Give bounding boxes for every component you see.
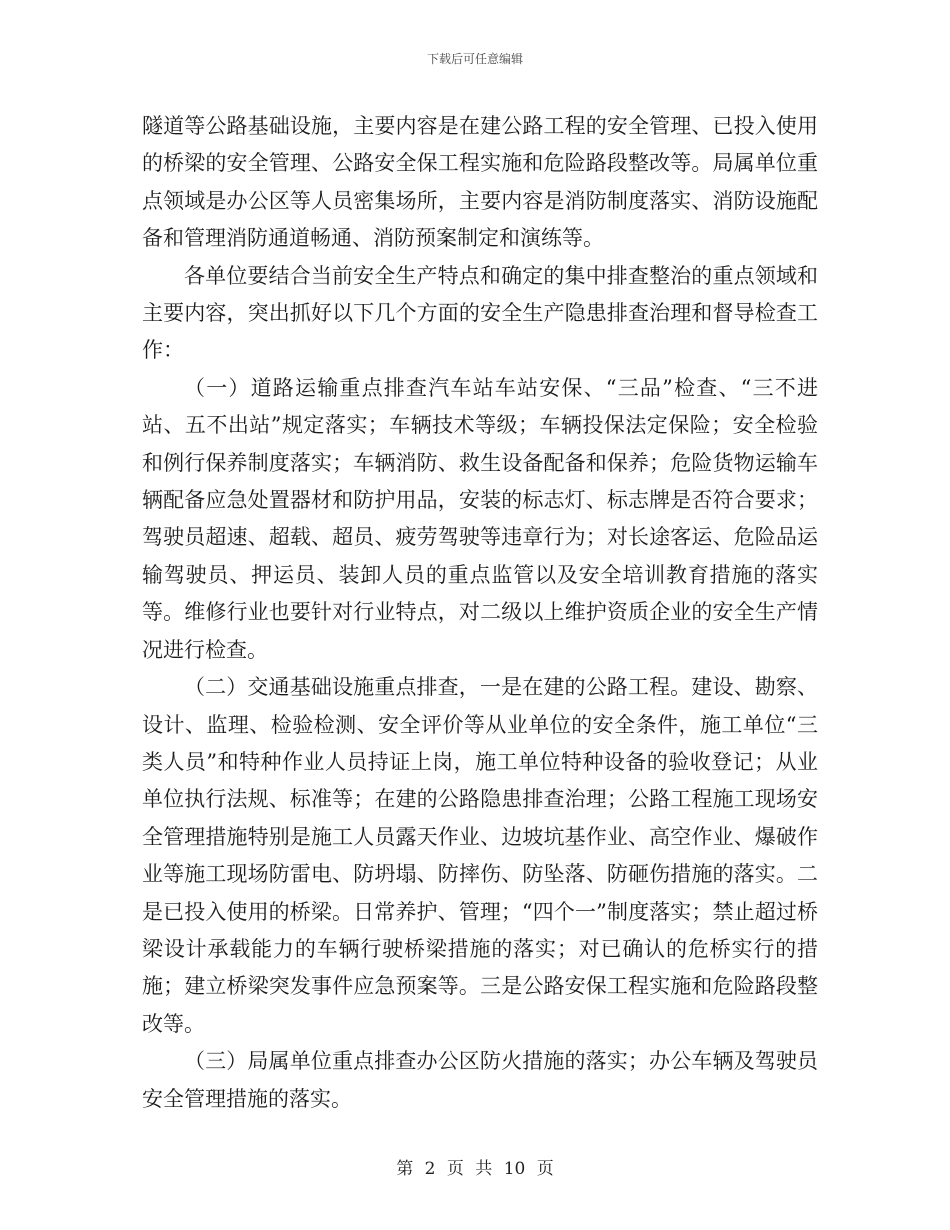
document-body [142,108,818,1118]
paragraph-intro: 各单位要结合当前安全生产特点和确定的集中排查整治的重点领域和主要内容，突出抓好以下几个方面的安全生产隐患排查治理和督导检查工作： [142,263,818,363]
page-header: 下载后可任意编辑 [426,52,523,66]
paragraph-item-3-bureau-units: （三）局属单位重点排查办公区防火措施的落实；办公车辆及驾驶员安全管理措施的落实。 [142,1049,818,1111]
page-number-footer: 第 2 页 共 10 页 [396,1159,554,1179]
paragraph-item-2-infrastructure: （二）交通基础设施重点排查，一是在建的公路工程。建设、勘察、设计、监理、检验检测、安全评价等从业单位的安全条件，施工单位“三类人员”和特种作业人员持证上岗，施工单位特种设备的验收登记；从业单位执行法规、标准等；在建的公路隐患排查治理；公路工程施工现场安全管理措施特别是施工人员露天作业、边坡坑基作业、高空作业、爆破作业等施工现场防雷电、防坍塌、防摔伤、防坠落、防砸伤措施的落实。二是已投入使用的桥梁。日常养护、管理；“四个一”制度落实；禁止超过桥梁设计承载能力的车辆行驶桥梁措施的落实；对已确认的危桥实行的措施；建立桥梁突发事件应急预案等。三是公路安保工程实施和危险路段整改等。 [142,675,818,1036]
paragraph-continuation: 隧道等公路基础设施，主要内容是在建公路工程的安全管理、已投入使用的桥梁的安全管理、公路安全保工程实施和危险路段整改等。局属单位重点领域是办公区等人员密集场所，主要内容是消防制度落实、消防设施配备和管理消防通道畅通、消防预案制定和演练等。 [142,114,818,251]
paragraph-item-1-road-transport: （一）道路运输重点排查汽车站车站安保、“三品”检查、“三不进站、五不出站”规定落实；车辆技术等级；车辆投保法定保险；安全检验和例行保养制度落实；车辆消防、救生设备配备和保养；危险货物运输车辆配备应急处置器材和防护用品，安装的标志灯、标志牌是否符合要求；驾驶员超速、超载、超员、疲劳驾驶等违章行为；对长途客运、危险品运输驾驶员、押运员、装卸人员的重点监管以及安全培训教育措施的落实等。维修行业也要针对行业特点，对二级以上维护资质企业的安全生产情况进行检查。 [142,375,818,662]
